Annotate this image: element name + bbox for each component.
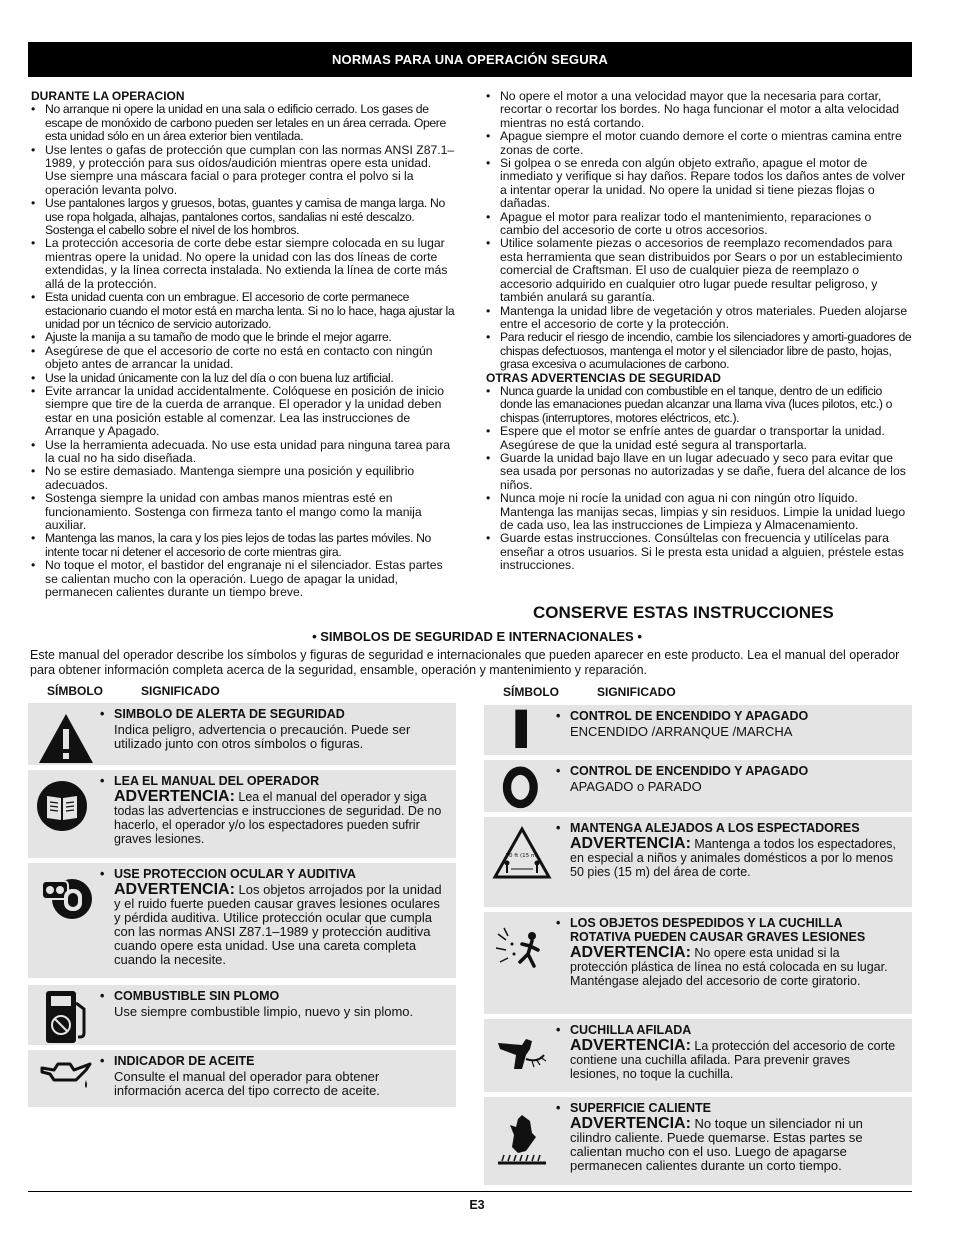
power-on-icon: [492, 708, 552, 758]
symbol-description: Use siempre combustible limpio, nuevo y sin plomo.: [114, 1004, 414, 1019]
symbol-card-power-off: [484, 760, 912, 812]
symbol-title: • COMBUSTIBLE SIN PLOMO: [100, 989, 444, 1003]
list-item: • Use la herramienta adecuada. No use esta unidad para ninguna tarea para la cual no ha sido diseñada.: [31, 439, 455, 466]
list-item: • Mantenga las manos, la cara y los pies lejos de todas las partes móviles. No intente tocar ni detener el accesorio de corte mientras gira.: [31, 532, 455, 559]
symbol-title: • CONTROL DE ENCENDIDO Y APAGADO: [556, 764, 900, 778]
symbol-card-power-on: [484, 705, 912, 755]
list-item: • Asegúrese de que el accesorio de corte no está en contacto con ningún objeto antes de arrancar la unidad.: [31, 345, 455, 372]
symbol-title: • INDICADOR DE ACEITE: [100, 1054, 444, 1068]
symbol-title: • CONTROL DE ENCENDIDO Y APAGADO: [556, 709, 900, 723]
symbol-card-unleaded-fuel: [28, 985, 456, 1045]
list-item: • Use la unidad únicamente con la luz del día o con buena luz artificial.: [31, 372, 455, 385]
bystanders-icon: [492, 825, 552, 885]
warning-label: ADVERTENCIA:: [570, 1037, 691, 1054]
meaning-column-header: SIGNIFICADO: [597, 685, 676, 699]
list-item: • Mantenga la unidad libre de vegetación y otros materiales. Pueden alojarse entre el accesorio de corte y la protección.: [486, 305, 912, 332]
warning-label: ADVERTENCIA:: [570, 1115, 691, 1132]
symbol-card-hot-surface: [484, 1097, 912, 1185]
list-item: • Evite arrancar la unidad accidentalmente. Colóquese en posición de inicio siempre que tire de la cuerda de arranque. El operador y la unidad deben estar en una posición estable al comenzar. Lea las instrucciones de Arranque y Apagado.: [31, 385, 455, 439]
list-item: • Guarde la unidad bajo llave en un lugar adecuado y seco para evitar que sea usada por personas no autorizadas y se dañe, fuera del alcance de los niños.: [486, 452, 912, 492]
list-item: • La protección accesoria de corte debe estar siempre colocada en su lugar mientras opere la unidad. No opere la unidad con las dos líneas de corte extendidas, y la línea correcta instalada. No extienda la línea de corte más allá de la protección.: [31, 237, 455, 291]
footer-rule: [28, 1191, 912, 1192]
symbol-title: • LOS OBJETOS DESPEDIDOS Y LA CUCHILLA ROTATIVA PUEDEN CAUSAR GRAVES LESIONES: [556, 916, 900, 944]
page-number: E3: [469, 1198, 485, 1212]
alert-triangle-icon: [36, 709, 96, 769]
list-item: • Apague el motor para realizar todo el mantenimiento, reparaciones o cambio del accesorio de corte u otros accesorios.: [486, 211, 912, 238]
list-item: • Apague siempre el motor cuando demore el corte o mientras camina entre zonas de corte.: [486, 130, 912, 157]
meaning-column-header: SIGNIFICADO: [141, 684, 220, 698]
list-item: • Si golpea o se enreda con algún objeto extraño, apague el motor de inmediato y verifique si hay daños. Repare todos los daños antes de volver a intentar operar la unidad. No opere la unidad si tiene piezas flojas o dañadas.: [486, 157, 912, 211]
symbols-intro: Este manual del operador describe los símbolos y figuras de seguridad e internacionales que pueden aparecer en este producto. Lea el manual del operador para obtener información completa acerca de la seguridad, ensamble, operación y mantenimiento y reparación.: [30, 648, 900, 677]
operation-list: [31, 103, 455, 599]
operation-list-continued: [486, 90, 912, 372]
symbol-card-sharp-blade: [484, 1019, 912, 1092]
other-warnings-list: [486, 385, 912, 573]
symbol-description: La protección del accesorio de corte contiene una cuchilla afilada. Para prevenir graves lesiones, no toque la cuchilla.: [570, 1039, 896, 1081]
list-item: • Esta unidad cuenta con un embrague. El accesorio de corte permanece estacionario cuando el motor está en marcha lenta. Si no lo hace, haga ajustar la unidad por un técnico de servicio autorizado.: [31, 291, 455, 331]
symbol-card-safety-alert: [28, 703, 456, 765]
symbol-title: • LEA EL MANUAL DEL OPERADOR: [100, 774, 444, 788]
symbol-title: • SUPERFICIE CALIENTE: [556, 1101, 900, 1115]
list-item: • No arranque ni opere la unidad en una sala o edificio cerrado. Los gases de escape de monóxido de carbono pueden ser letales en un área cerrada. Opere esta unidad sólo en un área exterior bien ventilada.: [31, 103, 455, 143]
list-item: • No opere el motor a una velocidad mayor que la necesaria para cortar, recortar o recortar los bordes. No haga funcionar el motor a alta velocidad mientras no está cortando.: [486, 90, 912, 130]
section-title-bar: [28, 42, 912, 77]
symbol-description: Consulte el manual del operador para obtener información acerca del tipo correcto de aceite.: [114, 1069, 380, 1098]
symbol-title: • USE PROTECCION OCULAR Y AUDITIVA: [100, 867, 444, 881]
sharp-blade-icon: [492, 1025, 552, 1085]
symbol-column-header: SÍMBOLO: [503, 685, 559, 699]
list-item: • Use lentes o gafas de protección que cumplan con las normas ANSI Z87.1–1989, y protección para sus oídos/audición mientras opere esta unidad. Use siempre una máscara facial o para proteger contra el polvo si la operación levanta polvo.: [31, 144, 455, 198]
warning-label: ADVERTENCIA:: [114, 788, 235, 805]
hot-surface-icon: [492, 1111, 552, 1171]
list-item: • Nunca guarde la unidad con combustible en el tanque, dentro de un edificio donde las emanaciones puedan alcanzar una llama viva (luces pilotos, etc.) o chispas (interruptores, motores eléctricos, etc.).: [486, 385, 912, 425]
list-item: • Utilice solamente piezas o accesorios de reemplazo recomendados para esta herramienta que sean distribuidos por Sears o por un establecimiento comercial de Craftsman. El uso de cualquier pieza de reemplazo o accesorio adquirido en cualquier otro lugar puede resultar peligroso, y también anulará su garantía.: [486, 237, 912, 304]
symbol-title: • SIMBOLO DE ALERTA DE SEGURIDAD: [100, 707, 444, 721]
symbol-description: No opere esta unidad si la protección plástica de línea no está colocada en su lugar. Manténgase alejado del accesorio de corte giratorio.: [570, 946, 888, 988]
symbol-title: • MANTENGA ALEJADOS A LOS ESPECTADORES: [556, 821, 900, 835]
symbol-description: Los objetos arrojados por la unidad y el ruido fuerte pueden causar graves lesiones oculares y pérdida auditiva. Utilice protección ocular que cumpla con las normas ANSI Z87.1–1989 y protección auditiva cuando opere esta unidad. Use una careta completa cuando la necesite.: [114, 882, 442, 967]
symbol-card-oil-indicator: [28, 1050, 456, 1107]
left-column: [31, 90, 455, 599]
list-item: • Espere que el motor se enfríe antes de guardar o transportar la unidad. Asegúrese de que la unidad esté segura al transportarla.: [486, 425, 912, 452]
list-item: • Use pantalones largos y gruesos, botas, guantes y camisa de manga larga. No use ropa holgada, alhajas, pantalones cortos, sandalias ni esté descalzo. Sostenga el cabello sobre el nivel de los hombros.: [31, 197, 455, 237]
symbol-title: • CUCHILLA AFILADA: [556, 1023, 900, 1037]
section-title: NORMAS PARA UNA OPERACIÓN SEGURA: [331, 52, 609, 67]
symbol-description: Lea el manual del operador y siga todas las advertencias e instrucciones de seguridad. De no hacerlo, el operador y/o los espectadores pueden sufrir graves lesiones.: [114, 790, 442, 846]
eye-ear-protection-icon: [36, 869, 96, 929]
list-item: • Nunca moje ni rocíe la unidad con agua ni con ningún otro líquido. Mantenga las manijas secas, limpias y sin residuos. Limpie la unidad luego de cada uso, lea las instrucciones de Limpieza y Almacenamiento.: [486, 492, 912, 532]
warning-label: ADVERTENCIA:: [570, 835, 691, 852]
symbol-description: No toque un silenciador ni un cilindro caliente. Puede quemarse. Estas partes se calientan mucho con el uso. Luego de apagarse permanecen calientes durante un corto tiempo.: [570, 1116, 863, 1173]
symbol-description: Mantenga a todos los espectadores, en especial a niños y animales domésticos a por lo menos 50 pies (15 m) del área de corte.: [570, 837, 896, 879]
list-item: • No toque el motor, el bastidor del engranaje ni el silenciador. Estas partes se calientan mucho con la operación. Luego de apagar la unidad, permanecen calientes durante un tiempo breve.: [31, 559, 455, 599]
list-item: • No se estire demasiado. Mantenga siempre una posición y equilibrio adecuados.: [31, 465, 455, 492]
fuel-pump-icon: [36, 987, 96, 1047]
symbol-card-thrown-objects: [484, 912, 912, 1014]
symbol-column-header: SÍMBOLO: [47, 684, 103, 698]
list-item: • Guarde estas instrucciones. Consúltelas con frecuencia y utilícelas para enseñar a otros usuarios. Si le presta esta unidad a alguien, préstele estas instrucciones.: [486, 532, 912, 572]
other-warnings-heading: OTRAS ADVERTENCIAS DE SEGURIDAD: [486, 370, 721, 385]
oil-can-icon: [36, 1050, 96, 1110]
list-item: • Ajuste la manija a su tamaño de modo que le brinde el mejor agarre.: [31, 331, 455, 344]
symbol-card-eye-ear-protection: [28, 863, 456, 978]
distance-label: 50 ft (15 m): [505, 853, 539, 859]
warning-label: ADVERTENCIA:: [114, 881, 235, 898]
symbols-title: • SIMBOLOS DE SEGURIDAD E INTERNACIONALES •: [312, 629, 642, 644]
symbol-card-read-manual: [28, 770, 456, 858]
conserve-heading: CONSERVE ESTAS INSTRUCCIONES: [533, 603, 834, 622]
symbol-description: ENCENDIDO /ARRANQUE /MARCHA: [570, 724, 793, 739]
list-item: • Para reducir el riesgo de incendio, cambie los silenciadores y amorti-guadores de chispas defectuosos, mantenga el motor y el silenciador libre de pasto, hojas, grasa excesiva o acumulaciones de carbono.: [486, 331, 912, 371]
operation-heading: DURANTE LA OPERACION: [31, 89, 185, 103]
thrown-objects-icon: [492, 922, 552, 982]
manual-book-icon: [36, 778, 96, 838]
warning-label: ADVERTENCIA:: [570, 944, 691, 961]
symbol-card-keep-bystanders-away: [484, 817, 912, 907]
power-off-icon: [492, 764, 552, 814]
symbol-description: Indica peligro, advertencia o precaución. Puede ser utilizado junto con otros símbolos o figuras.: [114, 722, 411, 751]
right-column: [486, 90, 912, 573]
list-item: • Sostenga siempre la unidad con ambas manos mientras esté en funcionamiento. Sostenga con firmeza tanto el mango como la manija auxiliar.: [31, 492, 455, 532]
symbol-description: APAGADO o PARADO: [570, 779, 702, 794]
